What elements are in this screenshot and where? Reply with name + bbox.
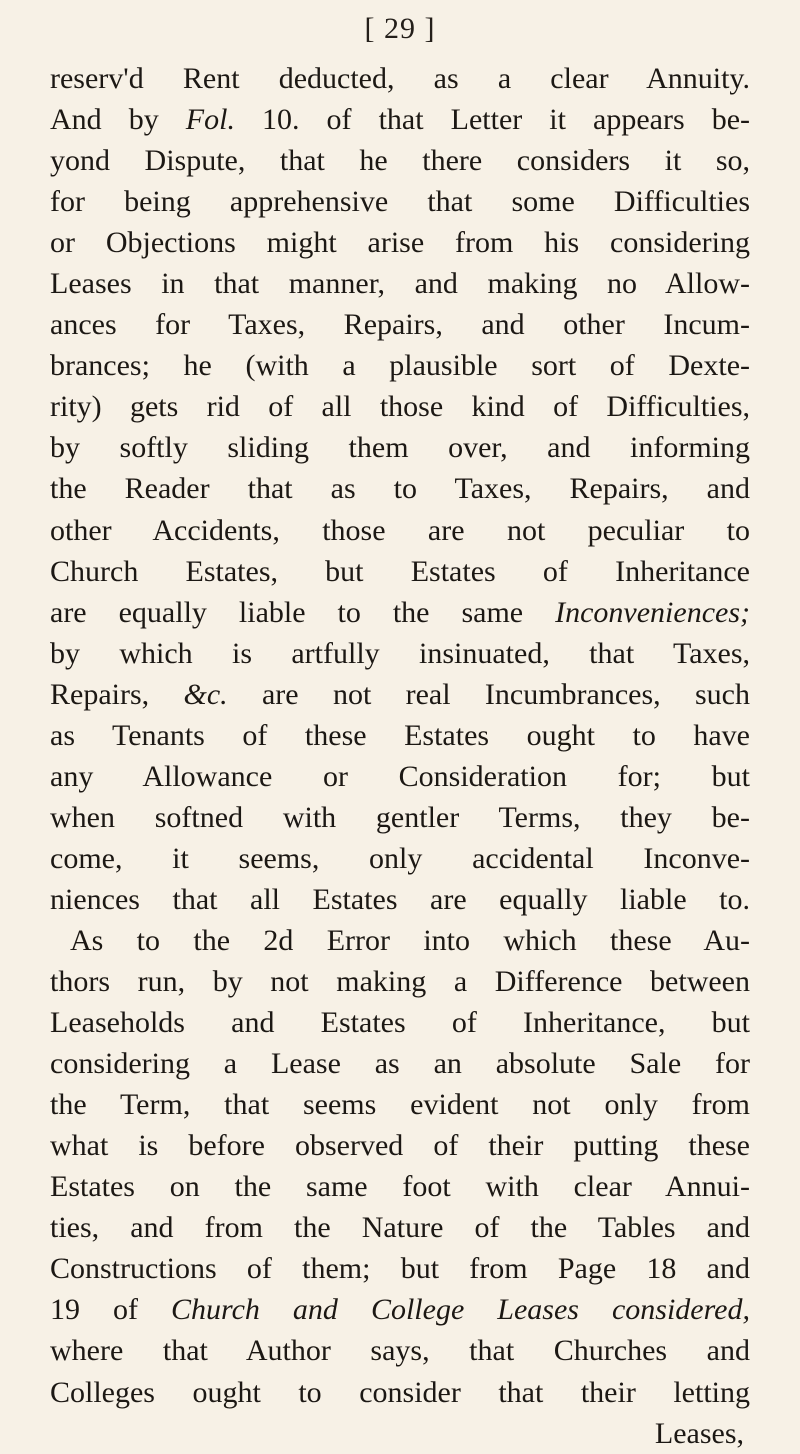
text-line: any Allowance or Consideration for; but	[50, 759, 750, 793]
page-number: [ 29 ]	[364, 12, 436, 45]
text-line: where that Author says, that Churches and	[50, 1334, 750, 1368]
body-text	[50, 58, 750, 1454]
text-line: Constructions of them; but from Page 18 and	[50, 1252, 750, 1286]
italic-abbreviation: &c.	[183, 677, 228, 711]
text-line: ties, and from the Nature of the Tables and	[50, 1211, 750, 1245]
text-line: come, it seems, only accidental Inconve-	[50, 841, 750, 875]
text-line: yond Dispute, that he there considers it so,	[50, 144, 750, 178]
text-line: considering a Lease as an absolute Sale for	[50, 1047, 750, 1081]
text-line: niences that all Estates are equally liable to.	[50, 882, 750, 916]
text-line: other Accidents, those are not peculiar to	[50, 513, 750, 547]
italic-reference: Fol.	[185, 103, 235, 137]
text-line: Colleges ought to consider that their letting	[50, 1375, 750, 1409]
text-line: for being apprehensive that some Difficulties	[50, 185, 750, 219]
text-line: are equally liable to the same Inconveniences;	[50, 595, 750, 629]
text-line: Leases in that manner, and making no Allow-	[50, 267, 750, 301]
text-line: Estates on the same foot with clear Annui-	[50, 1170, 750, 1204]
text-line: brances; he (with a plausible sort of Dexte-	[50, 349, 750, 383]
text-line: or Objections might arise from his considering	[50, 226, 750, 260]
paragraph-start-line: As to the 2d Error into which these Au-	[70, 923, 750, 957]
text-line: Leaseholds and Estates of Inheritance, but	[50, 1006, 750, 1040]
text-line: as Tenants of these Estates ought to have	[50, 718, 750, 752]
italic-term: Inconveniences;	[555, 595, 750, 629]
text-line: Church Estates, but Estates of Inheritance	[50, 554, 750, 588]
text-line: the Term, that seems evident not only from	[50, 1088, 750, 1122]
text-line: rity) gets rid of all those kind of Difficulties,	[50, 390, 750, 424]
text-line: Repairs, &c. are not real Incumbrances, such	[50, 677, 751, 711]
text-line: reserv'd Rent deducted, as a clear Annuity.	[50, 62, 750, 95]
text-line: And by Fol. 10. of that Letter it appears be-	[50, 103, 750, 137]
text-line: 19 of Church and College Leases considered,	[50, 1293, 750, 1327]
text-line: by softly sliding them over, and informing	[50, 431, 750, 465]
text-line: when softned with gentler Terms, they be-	[50, 800, 750, 834]
text-line: what is before observed of their putting these	[50, 1129, 750, 1163]
text-line: thors run, by not making a Difference between	[50, 965, 750, 999]
text-line: by which is artfully insinuated, that Taxes,	[50, 636, 750, 670]
italic-book-title: Church and College Leases considered,	[171, 1293, 750, 1327]
catchword: Leases,	[654, 1416, 744, 1450]
text-line: ances for Taxes, Repairs, and other Incum-	[50, 308, 750, 342]
text-line: the Reader that as to Taxes, Repairs, and	[50, 472, 750, 506]
